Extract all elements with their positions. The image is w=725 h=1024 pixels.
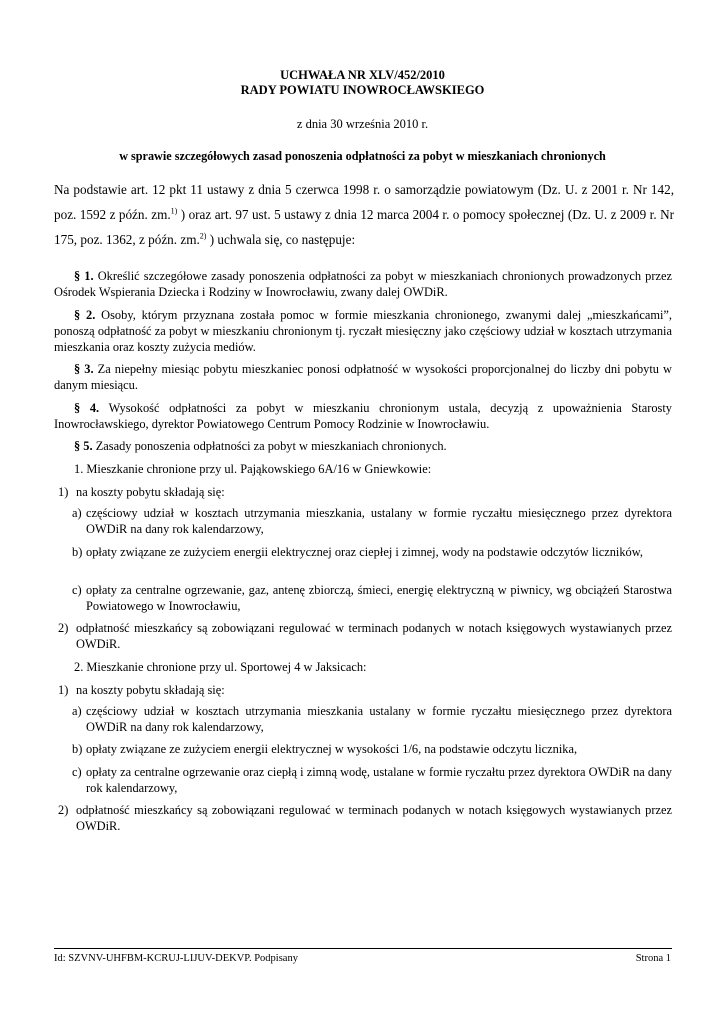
section-number: § 2. xyxy=(74,308,96,322)
apartment-1-costs xyxy=(58,484,672,500)
list-text: odpłatność mieszkańcy są zobowiązani regulować w terminach podanych w notach księgowych wystawianych przez OWDiR. xyxy=(76,803,672,833)
list-label: 1) xyxy=(58,683,69,697)
document-id: Id: SZVNV-UHFBM-KCRUJ-LIJUV-DEKVP. Podpisany xyxy=(54,953,298,964)
section-number: § 4. xyxy=(74,401,100,415)
footnote-ref-2: 2) xyxy=(199,231,207,241)
intro-text-3: ) uchwala się, co następuje: xyxy=(206,232,356,247)
list-text: na koszty pobytu składają się: xyxy=(76,485,225,499)
list-label: c) xyxy=(72,765,82,779)
apartment-1-item-c xyxy=(72,582,672,614)
list-label: 1) xyxy=(58,485,69,499)
list-label: c) xyxy=(72,583,82,597)
section-text: Za niepełny miesiąc pobytu mieszkaniec ponosi odpłatność w wysokości proporcjonalnej do liczby dni pobytu w danym miesiącu. xyxy=(54,362,673,392)
list-text: na koszty pobytu składają się: xyxy=(76,683,225,697)
apartment-2-item-c xyxy=(72,764,672,796)
list-text: opłaty za centralne ogrzewanie oraz ciepłą i zimną wodę, ustalane w formie ryczałtu przez dyrektora OWDiR na dany rok kalendarzowy, xyxy=(86,765,672,795)
section-5 xyxy=(54,438,672,454)
intro-text-2: ) oraz art. 97 ust. 5 ustawy z dnia 12 marca 2004 r. o pomocy społecznej (Dz. U. z 2009 r. Nr 175, poz. 1362, z późn. zm. xyxy=(54,207,674,247)
resolution-subject: w sprawie szczegółowych zasad ponoszenia odpłatności za pobyt w mieszkaniach chronionych xyxy=(119,149,606,163)
section-4 xyxy=(54,400,672,432)
section-2 xyxy=(54,307,672,355)
list-text: opłaty związane ze zużyciem energii elektrycznej oraz ciepłej i zimnej, wody na podstawie odczytów liczników, xyxy=(86,545,643,559)
apartment-1-payment xyxy=(58,620,672,652)
apartment-2-item-a xyxy=(72,703,672,735)
list-text: częściowy udział w kosztach utrzymania mieszkania, ustalany w formie ryczałtu miesięcznego przez dyrektora OWDiR na dany rok kalendarzowy, xyxy=(86,506,672,536)
apartment-2-costs xyxy=(58,682,672,698)
list-text: opłaty związane ze zużyciem energii elektrycznej w wysokości 1/6, na podstawie odczytu licznika, xyxy=(86,742,578,756)
apartment-2-item-b xyxy=(72,741,672,757)
section-1 xyxy=(54,268,672,300)
list-label: 2) xyxy=(58,621,69,635)
section-text: Wysokość odpłatności za pobyt w mieszkaniu chronionym ustala, decyzją z upoważnienia Starosty Inowrocławskiego, dyrektor Powiatowego Centrum Pomocy Rodzinie w Inowrocławiu. xyxy=(54,401,672,431)
apartment-2-heading: 2. Mieszkanie chronione przy ul. Sportowej 4 w Jaksicach: xyxy=(74,660,367,674)
page-number: Strona 1 xyxy=(635,953,671,964)
section-text: Osoby, którym przyznana została pomoc w formie mieszkania chronionego, zwanymi dalej „mieszkańcami”, ponoszą odpłatność za pobyt w mieszkaniu chronionym tj. ryczałt miesięczny jako częściowy udział w kosztach utrzymania mieszkania oraz koszty zużycia mediów. xyxy=(54,308,672,354)
section-number: § 5. xyxy=(74,439,93,453)
section-text: Określić szczegółowe zasady ponoszenia odpłatności za pobyt w mieszkaniach chronionych prowadzonych przez Ośrodek Wspierania Dziecka i Rodziny w Inowrocławiu, zwany dalej OWDiR. xyxy=(54,269,672,299)
apartment-1-item-a xyxy=(72,505,672,537)
list-label: a) xyxy=(72,506,82,520)
footer-divider xyxy=(54,948,672,949)
section-number: § 3. xyxy=(74,362,94,376)
legal-basis-paragraph xyxy=(54,177,674,252)
apartment-1-item-b xyxy=(72,544,672,560)
footnote-ref-1: 1) xyxy=(170,206,178,216)
list-label: 2) xyxy=(58,803,69,817)
intro-text-1: Na podstawie art. 12 pkt 11 ustawy z dnia 5 czerwca 1998 r. o samorządzie powiatowym (Dz. U. z 2001 r. Nr 142, poz. 1592 z późn. zm. xyxy=(54,182,674,222)
list-label: a) xyxy=(72,704,82,718)
apartment-1-heading: 1. Mieszkanie chronione przy ul. Pająkowskiego 6A/16 w Gniewkowie: xyxy=(74,462,432,476)
section-3 xyxy=(54,361,672,393)
section-text: Zasady ponoszenia odpłatności za pobyt w mieszkaniach chronionych. xyxy=(92,439,447,453)
list-label: b) xyxy=(72,742,83,756)
list-text: częściowy udział w kosztach utrzymania mieszkania ustalany w formie ryczałtu miesięcznego przez dyrektora OWDiR na dany rok kalendarzowy, xyxy=(86,704,672,734)
council-name: RADY POWIATU INOWROCŁAWSKIEGO xyxy=(240,83,485,97)
section-number: § 1. xyxy=(74,269,94,283)
list-text: opłaty za centralne ogrzewanie, gaz, antenę zbiorczą, śmieci, energię elektryczną w piwnicy, wg obciążeń Starostwa Powiatowego w Inowrocławiu, xyxy=(86,583,672,613)
list-label: b) xyxy=(72,545,83,559)
list-text: odpłatność mieszkańcy są zobowiązani regulować w terminach podanych w notach księgowych wystawianych przez OWDiR. xyxy=(76,621,672,651)
apartment-2-payment xyxy=(58,802,672,834)
resolution-number: UCHWAŁA NR XLV/452/2010 xyxy=(280,68,445,82)
resolution-date: z dnia 30 września 2010 r. xyxy=(296,117,429,131)
